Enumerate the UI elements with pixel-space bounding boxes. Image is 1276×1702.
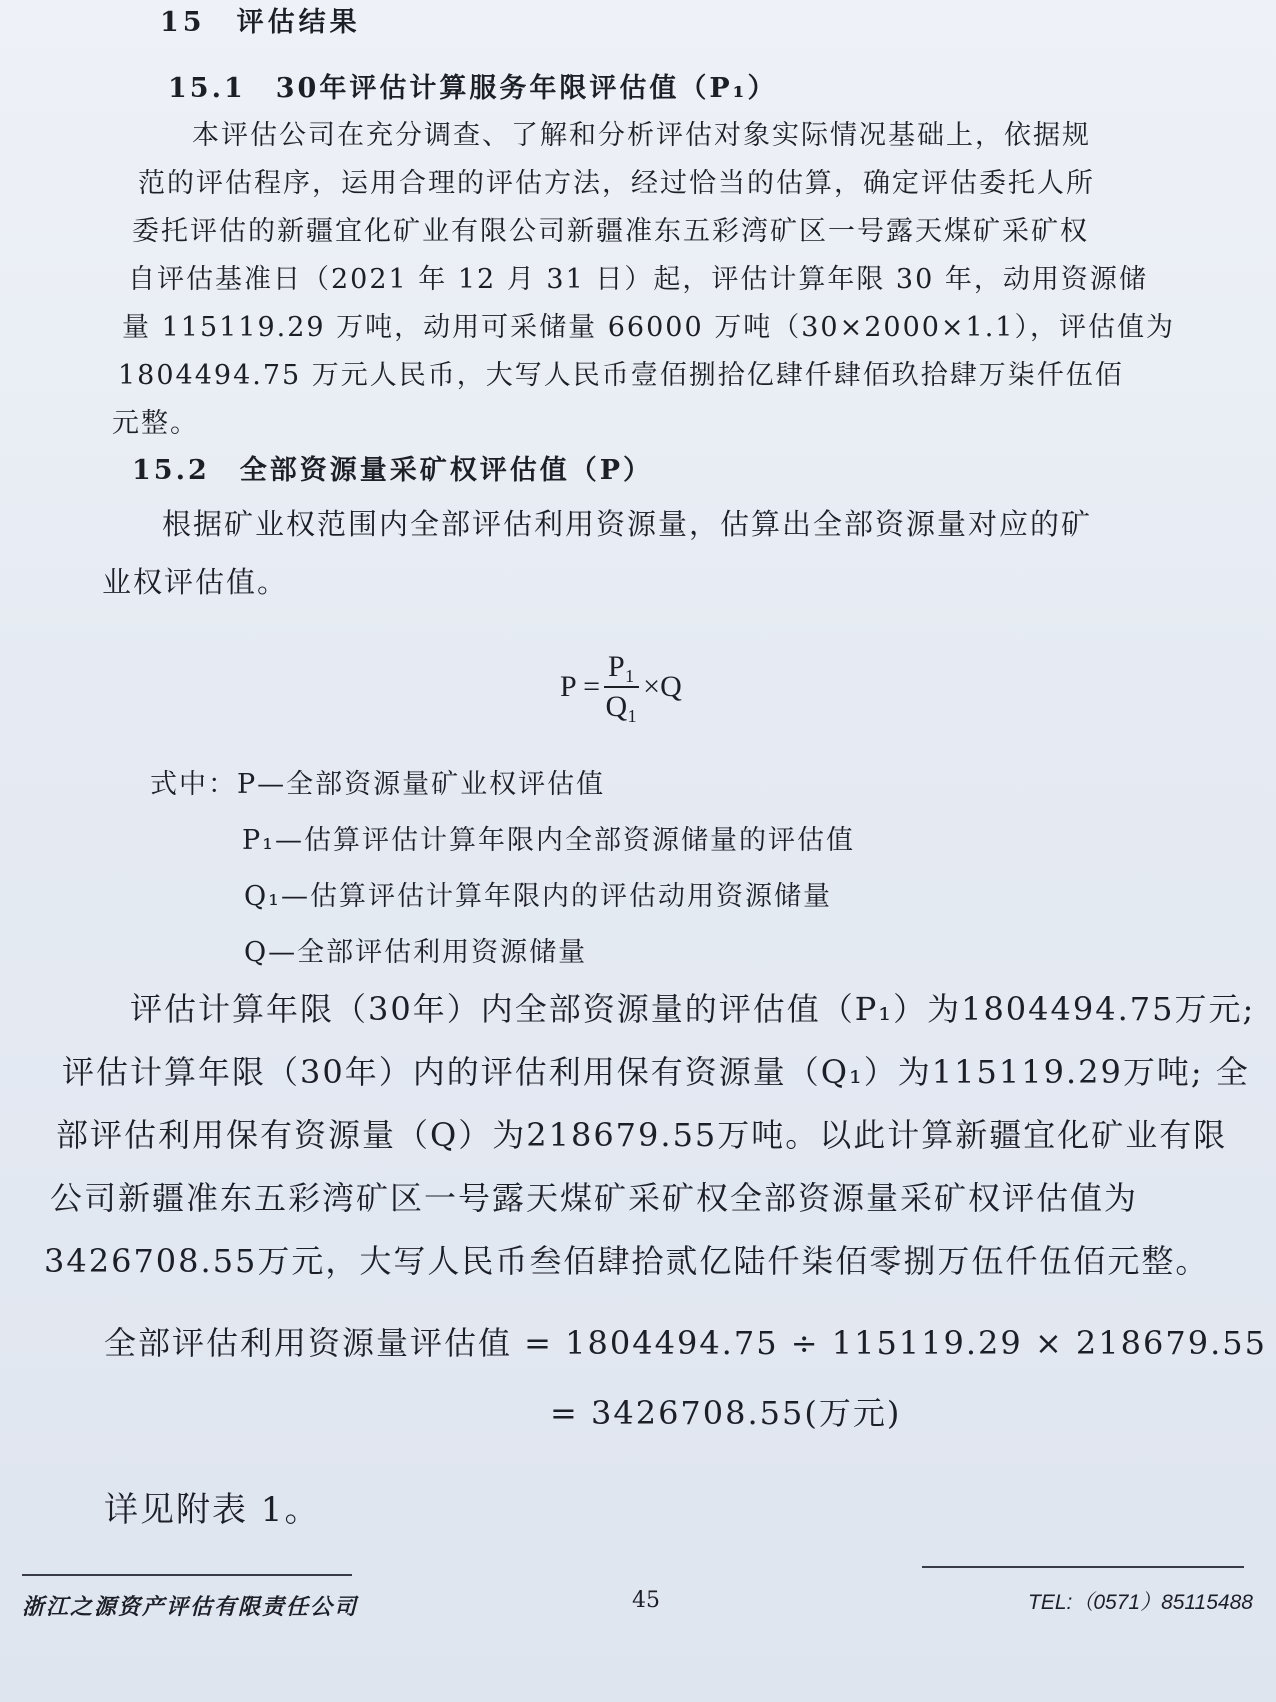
footer-company: 浙江之源资产评估有限责任公司 [22, 1594, 359, 1620]
section-15-1-title: 15.1 30年评估计算服务年限评估值（P₁） [168, 73, 778, 104]
definition-line: Q—全部评估利用资源储量 [244, 937, 588, 968]
page-number: 45 [632, 1588, 660, 1613]
formula-numerator: P₁ [604, 650, 639, 688]
body-line: 元整。 [112, 408, 199, 439]
definition-line: 式中：P—全部资源量矿业权评估值 [150, 769, 606, 800]
body-line: 范的评估程序，运用合理的评估方法，经过恰当的估算，确定评估委托人所 [138, 168, 1095, 199]
footer-rule-left [22, 1574, 352, 1576]
definition-line: Q₁—估算评估计算年限内的评估动用资源储量 [244, 881, 832, 912]
calculation-line-2: = 3426708.55(万元) [550, 1394, 902, 1432]
result-line: 部评估利用保有资源量（Q）为218679.55万吨。以此计算新疆宜化矿业有限 [56, 1116, 1228, 1154]
formula-denominator: Q₁ [605, 690, 638, 723]
body-line: 根据矿业权范围内全部评估利用资源量，估算出全部资源量对应的矿 [162, 507, 1093, 541]
body-line: 本评估公司在充分调查、了解和分析评估对象实际情况基础上，依据规 [192, 120, 1091, 151]
formula-lhs: P = [560, 670, 600, 703]
result-line: 3426708.55万元，大写人民币叁佰肆拾贰亿陆仟柒佰零捌万伍仟伍佰元整。 [44, 1242, 1210, 1280]
result-line: 评估计算年限（30年）内的评估利用保有资源量（Q₁）为115119.29万吨; 全 [62, 1053, 1250, 1091]
footer-rule-right [922, 1566, 1244, 1568]
body-line: 业权评估值。 [102, 565, 289, 599]
formula [560, 650, 682, 724]
result-line: 公司新疆准东五彩湾矿区一号露天煤矿采矿权全部资源量采矿权评估值为 [50, 1179, 1139, 1217]
section-heading: 15 评估结果 [160, 7, 361, 38]
calculation-line-1: 全部评估利用资源量评估值 = 1804494.75 ÷ 115119.29 × 218679.55 [104, 1324, 1267, 1362]
body-line: 自评估基准日（2021 年 12 月 31 日）起，评估计算年限 30 年，动用资源储 [128, 264, 1148, 295]
see-appendix: 详见附表 1。 [104, 1490, 321, 1530]
body-line: 量 115119.29 万吨，动用可采储量 66000 万吨（30×2000×1.1），评估值为 [122, 312, 1175, 343]
section-15-2-title: 15.2 全部资源量采矿权评估值（P） [132, 455, 654, 486]
formula-rhs: ×Q [643, 670, 682, 703]
formula-fraction [604, 650, 639, 724]
footer-tel: TEL:（0571）85115488 [1028, 1591, 1253, 1614]
body-line: 委托评估的新疆宜化矿业有限公司新疆准东五彩湾矿区一号露天煤矿采矿权 [132, 216, 1089, 247]
result-line: 评估计算年限（30年）内全部资源量的评估值（P₁）为1804494.75万元; [130, 990, 1256, 1028]
body-line: 1804494.75 万元人民币，大写人民币壹佰捌拾亿肆仟肆佰玖拾肆万柒仟伍佰 [118, 360, 1124, 391]
definition-line: P₁—估算评估计算年限内全部资源储量的评估值 [242, 825, 855, 856]
